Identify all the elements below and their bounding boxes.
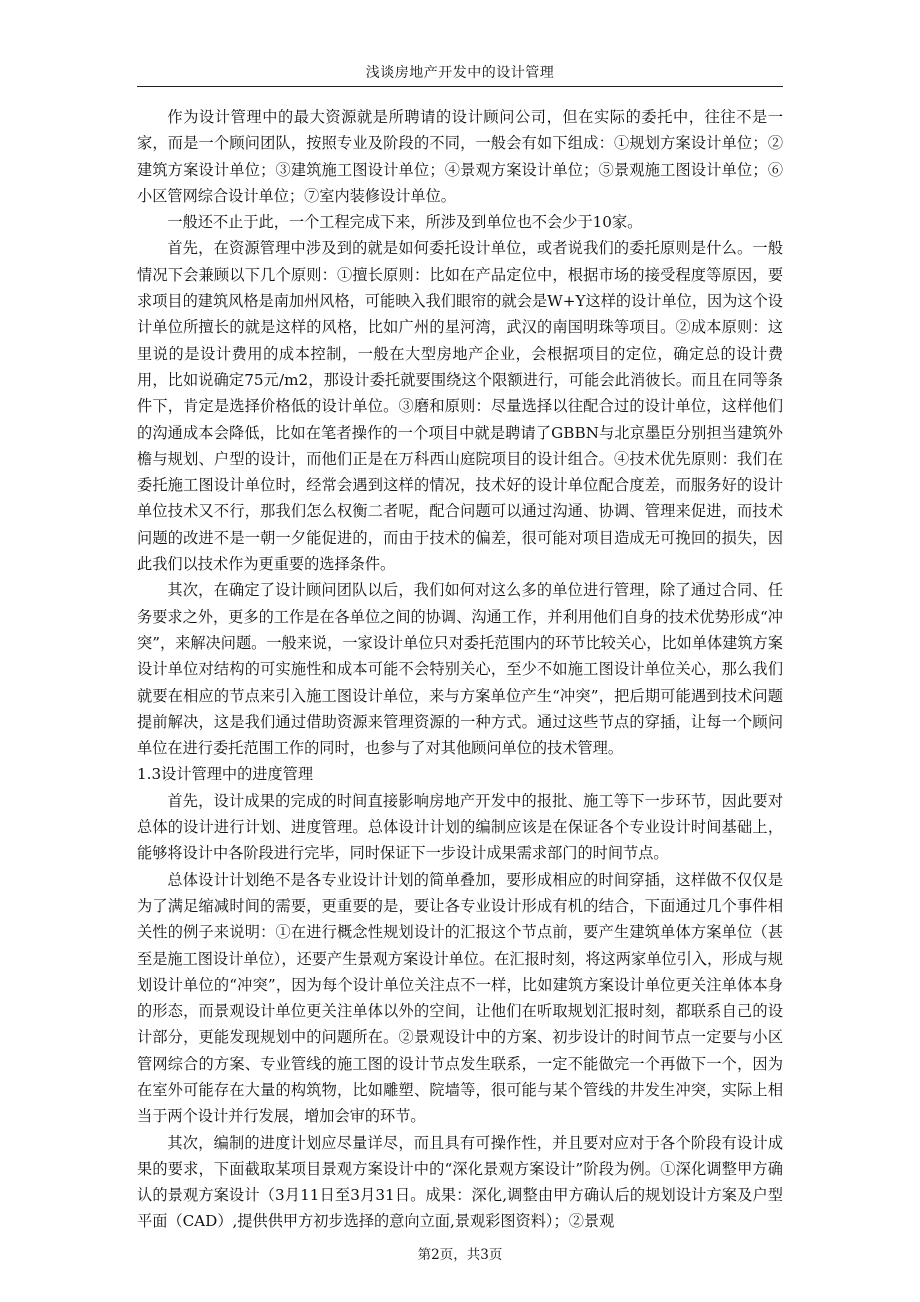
- paragraph-commission-principles: 首先，在资源管理中涉及到的就是如何委托设计单位，或者说我们的委托原则是什么。一般情况下会兼顾以下几个原则：①擅长原则：比如在产品定位中，根据市场的接受程度等原因，要求项目的建筑风格是南加州风格，可能映入我们眼帘的就会是W+Y这样的设计单位，因为这个设计单位所擅长的就是这样的风格，比如广州的星河湾，武汉的南国明珠等项目。②成本原则：这里说的是设计费用的成本控制，一般在大型房地产企业，会根据项目的定位，确定总的设计费用，比如说确定75元/m2，那设计委托就要围绕这个限额进行，可能会此消彼长。而且在同等条件下，肯定是选择价格低的设计单位。③磨和原则：尽量选择以往配合过的设计单位，这样他们的沟通成本会降低，比如在笔者操作的一个项目中就是聘请了GBBN与北京墨臣分别担当建筑外檐与规划、户型的设计，而他们正是在万科西山庭院项目的设计组合。④技术优先原则：我们在委托施工图设计单位时，经常会遇到这样的情况，技术好的设计单位配合度差，而服务好的设计单位技术又不行，那我们怎么权衡二者呢，配合问题可以通过沟通、协调、管理来促进，而技术问题的改进不是一朝一夕能促进的，而由于技术的偏差，很可能对项目造成无可挽回的损失，因此我们以技术作为更重要的选择条件。: [137, 239, 783, 574]
- paragraph-consultant-team: 作为设计管理中的最大资源就是所聘请的设计顾问公司，但在实际的委托中，往往不是一家，而是一个顾问团队，按照专业及阶段的不同，一般会有如下组成：①规划方案设计单位；②建筑方案设计单位；③建筑施工图设计单位；④景观方案设计单位；⑤景观施工图设计单位；⑥小区管网综合设计单位；⑦室内装修设计单位。: [137, 108, 783, 205]
- section-heading-1-3: 1.3设计管理中的进度管理: [137, 765, 314, 784]
- header-rule: [137, 86, 783, 87]
- page-footer: 第2页，共3页: [417, 1247, 503, 1263]
- paragraph-unit-count: 一般还不止于此，一个工程完成下来，所涉及到单位也不会少于10家。: [167, 213, 643, 232]
- paragraph-schedule-overview: 首先，设计成果的完成的时间直接影响房地产开发中的报批、施工等下一步环节，因此要对总体的设计进行计划、进度管理。总体设计计划的编制应该是在保证各个专业设计时间基础上，能够将设计中各阶段进行完毕，同时保证下一步设计成果需求部门的时间节点。: [137, 791, 783, 863]
- paragraph-team-management: 其次，在确定了设计顾问团队以后，我们如何对这么多的单位进行管理，除了通过合同、任务要求之外，更多的工作是在各单位之间的协调、沟通工作，并利用他们自身的技术优势形成“冲突”，来解决问题。一般来说，一家设计单位只对委托范围内的环节比较关心，比如单体建筑方案设计单位对结构的可实施性和成本可能不会特别关心，至少不如施工图设计单位关心，那么我们就要在相应的节点来引入施工图设计单位，来与方案单位产生“冲突”，把后期可能遇到技术问题提前解决，这是我们通过借助资源来管理资源的一种方式。通过这些节点的穿插，让每一个顾问单位在进行委托范围工作的同时，也参与了对其他顾问单位的技术管理。: [137, 581, 783, 758]
- document-body: [137, 104, 783, 1235]
- paragraph-schedule-detail: 其次，编制的进度计划应尽量详尽，而且具有可操作性，并且要对应对于各个阶段有设计成果的要求，下面截取某项目景观方案设计中的“深化景观方案设计”阶段为例。①深化调整甲方确认的景观方案设计（3月11日至3月31日。成果：深化,调整由甲方确认后的规划设计方案及户型平面（CAD）,提供供甲方初步选择的意向立面,景观彩图资料）；②景观: [137, 1133, 783, 1231]
- running-header: 浅谈房地产开发中的设计管理: [365, 65, 555, 81]
- paragraph-schedule-interleave: 总体设计计划绝不是各专业设计计划的简单叠加，要形成相应的时间穿插，这样做不仅仅是为了满足缩减时间的需要，更重要的是，要让各专业设计形成有机的结合，下面通过几个事件相关性的例子来说明：①在进行概念性规划设计的汇报这个节点前，要产生建筑单体方案单位（甚至是施工图设计单位），还要产生景观方案设计单位。在汇报时刻，将这两家单位引入，形成与规划设计单位的“冲突”，因为每个设计单位关注点不一样，比如建筑方案设计单位更关注单体本身的形态，而景观设计单位更关注单体以外的空间，让他们在听取规划汇报时刻，都联系自己的设计部分，更能发现规划中的问题所在。②景观设计中的方案、初步设计的时间节点一定要与小区管网综合的方案、专业管线的施工图的设计节点发生联系，一定不能做完一个再做下一个，因为在室外可能存在大量的构筑物，比如雕塑、院墙等，很可能与某个管线的井发生冲突，实际上相当于两个设计并行发展，增加会审的环节。: [137, 870, 783, 1126]
